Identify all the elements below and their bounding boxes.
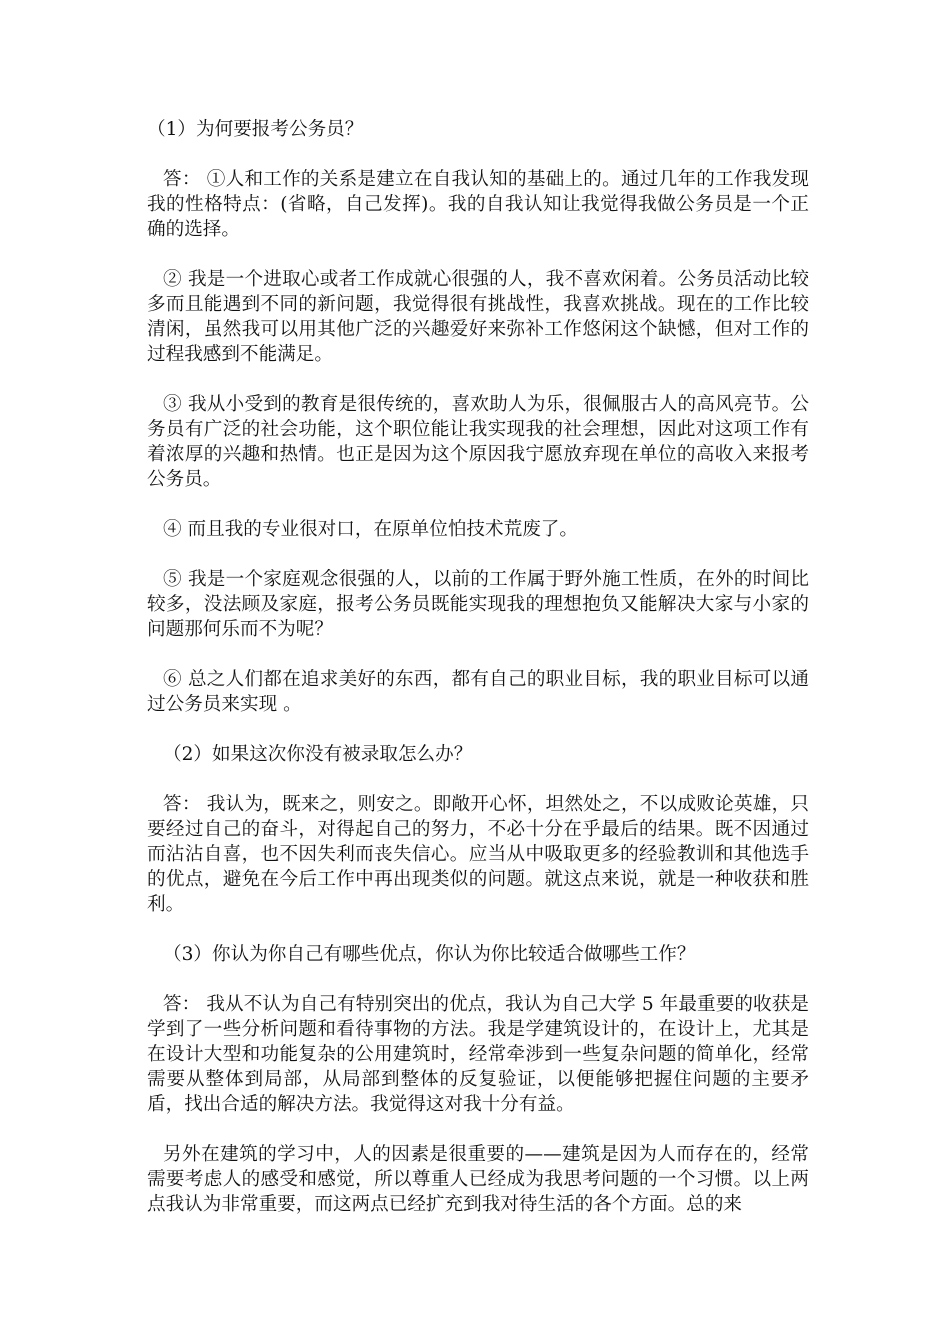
answer-1-item-1: 答： ①人和工作的关系是建立在自我认知的基础上的。通过几年的工作我发现我的性格特点：(省略，自己发挥)。我的自我认知让我觉得我做公务员是一个正确的选择。 — [147, 169, 809, 240]
answer-1-item-3: ③ 我从小受到的教育是很传统的，喜欢助人为乐，很佩服古人的高风亮节。公务员有广泛的社会功能，这个职位能让我实现我的社会理想，因此对这项工作有着浓厚的兴趣和热情。也正是因为这个原因我宁愿放弃现在单位的高收入来报考公务员。 — [147, 394, 809, 490]
answer-1-item-2: ② 我是一个进取心或者工作成就心很强的人，我不喜欢闲着。公务员活动比较多而且能遇到不同的新问题，我觉得很有挑战性，我喜欢挑战。现在的工作比较清闲，虽然我可以用其他广泛的兴趣爱好来弥补工作悠闲这个缺憾，但对工作的过程我感到不能满足。 — [147, 269, 809, 365]
question-3: （3）你认为你自己有哪些优点，你认为你比较适合做哪些工作？ — [163, 944, 696, 965]
question-2: （2）如果这次你没有被录取怎么办？ — [163, 744, 473, 765]
answer-2: 答： 我认为，既来之，则安之。即敞开心怀，坦然处之，不以成败论英雄，只要经过自己的奋斗，对得起自己的努力，不必十分在乎最后的结果。既不因通过而沾沾自喜，也不因失利而丧失信心。应当从中吸取更多的经验教训和其他选手的优点，避免在今后工作中再出现类似的问题。就这点来说，就是一种收获和胜利。 — [147, 794, 809, 915]
document-page — [147, 117, 809, 1242]
answer-3: 答： 我从不认为自己有特别突出的优点，我认为自己大学 5 年最重要的收获是学到了一些分析问题和看待事物的方法。我是学建筑设计的，在设计上，尤其是在设计大型和功能复杂的公用建筑时，经常牵涉到一些复杂问题的简单化，经常需要从整体到局部，从局部到整体的反复验证，以便能够把握住问题的主要矛盾，找出合适的解决方法。我觉得这对我十分有益。 — [147, 994, 809, 1115]
answer-1-item-5: ⑤ 我是一个家庭观念很强的人，以前的工作属于野外施工性质，在外的时间比较多，没法顾及家庭，报考公务员既能实现我的理想抱负又能解决大家与小家的问题那何乐而不为呢？ — [147, 569, 809, 640]
answer-1-item-4: ④ 而且我的专业很对口，在原单位怕技术荒废了。 — [163, 519, 578, 540]
question-1: （1）为何要报考公务员？ — [147, 119, 364, 140]
answer-3-continued: 另外在建筑的学习中，人的因素是很重要的——建筑是因为人而存在的，经常需要考虑人的感受和感觉，所以尊重人已经成为我思考问题的一个习惯。以上两点我认为非常重要，而这两点已经扩充到我对待生活的各个方面。总的来 — [147, 1144, 809, 1215]
answer-1-item-6: ⑥ 总之人们都在追求美好的东西，都有自己的职业目标，我的职业目标可以通过公务员来实现 。 — [147, 669, 809, 715]
